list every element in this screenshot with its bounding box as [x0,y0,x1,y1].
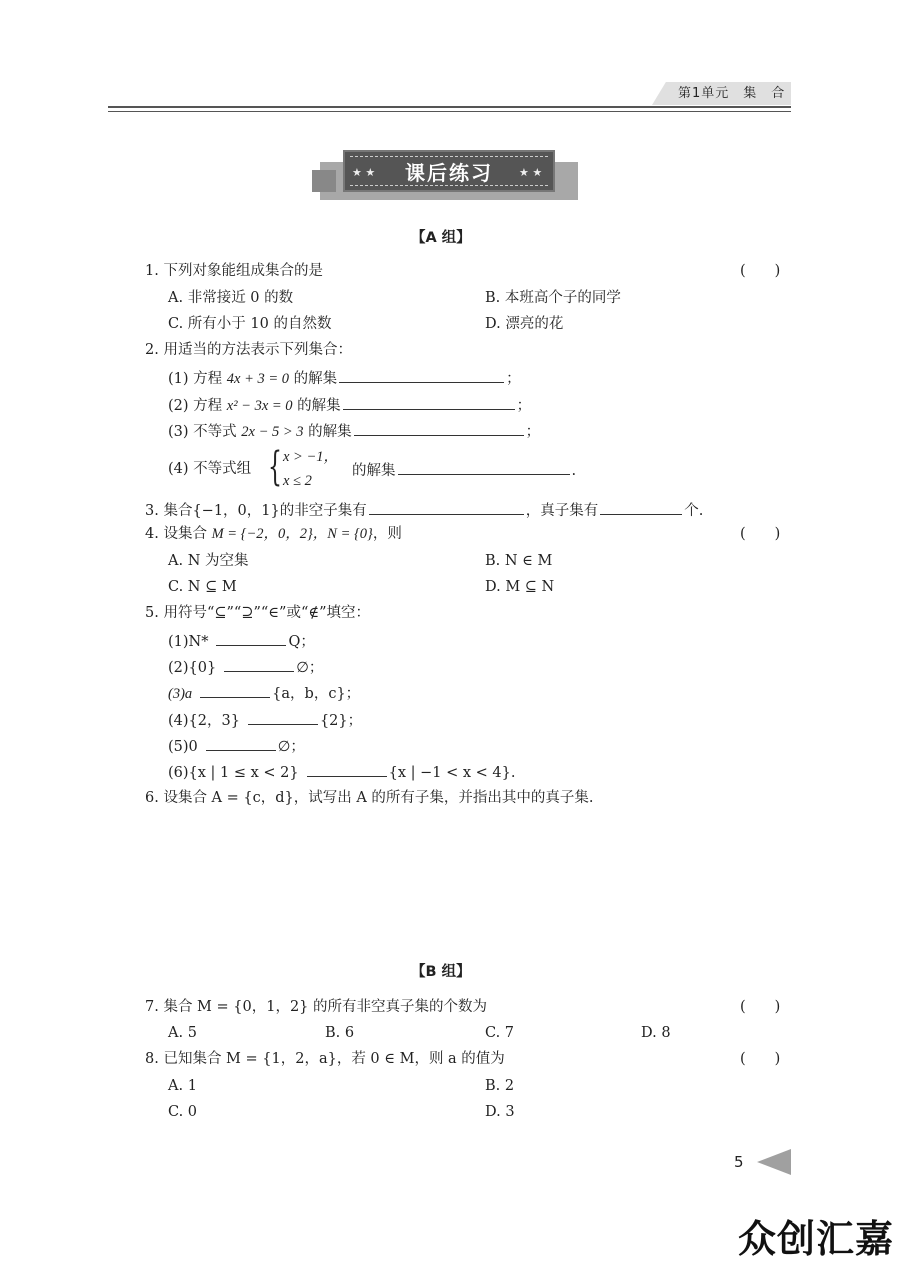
q3-prefix: 3. 集合{−1，0，1}的非空子集有 [145,503,367,519]
q4-option-c[interactable]: C. N ⊆ M [168,579,237,595]
header-rule-thick [108,106,791,108]
q2-part1-end: ； [506,371,521,387]
q7-answer-bracket[interactable]: ( ) [740,999,781,1015]
q7-option-b[interactable]: B. 6 [325,1025,355,1041]
q2-part1-equation: 4x + 3 = 0 [226,371,290,387]
q2-part4-prefix: (4) 不等式组 [168,461,252,477]
q3-blank-subsets[interactable] [369,500,524,515]
q2-part1-prefix: (1) 方程 [168,371,227,387]
q3-middle: ，真子集有 [525,503,599,519]
q3-end: 个. [684,503,704,519]
q4-answer-bracket[interactable]: ( ) [740,526,781,542]
q7-option-c[interactable]: C. 7 [485,1025,515,1041]
q5-item4-blank[interactable] [248,710,318,725]
q2-part4-suffix: 的解集 [352,463,396,479]
q4-stem-sets: M = {−2，0，2}，N = {0} [211,526,373,542]
group-b-heading: 【B 组】 [411,964,471,980]
q2-part4-blank[interactable] [398,460,570,475]
page-arrow-icon [757,1149,791,1175]
page-number: 5 [734,1153,744,1171]
q5-item4-right: {2}； [319,713,363,729]
star-icon-left: ★ ★ [352,166,376,179]
q2-part4-condition1: x > −1， [283,449,339,465]
q2-part2-blank[interactable] [343,395,515,410]
q2-part1 [168,368,521,388]
unit-header-label: 第1单元 集 合 [678,86,786,101]
q5-item1-blank[interactable] [216,631,286,646]
q2-part3-suffix: 的解集 [303,424,352,440]
q2-part4-condition2: x ≤ 2 [283,473,312,489]
q5-item5-left: (5)0 [168,739,198,755]
q5-item3-right: {a，b，c}； [272,686,361,702]
q5-item [168,683,360,703]
q2-part2-equation: x² − 3x = 0 [226,398,293,414]
q8-option-a[interactable]: A. 1 [168,1078,197,1094]
q2-part3-blank[interactable] [354,421,524,436]
q2-stem: 2. 用适当的方法表示下列集合： [145,342,352,358]
q5-item6-right: {x | −1 < x < 4}. [388,765,516,781]
q5-stem: 5. 用符号“⊆”“⊇”“∈”或“∉”填空： [145,605,371,621]
q2-part3-end: ； [525,424,541,440]
q1-option-b[interactable]: B. 本班高个子的同学 [485,290,621,306]
q2-part2-suffix: 的解集 [292,398,341,414]
q5-item3-left: (3)a [168,686,193,702]
star-icon-right: ★ ★ [519,166,543,179]
q4-option-a[interactable]: A. N 为空集 [168,553,249,569]
q8-stem: 8. 已知集合 M = {1，2，a}，若 0 ∈ M，则 a 的值为 [145,1051,505,1067]
page-title: 课后练习 [405,161,493,185]
q5-item [168,710,362,730]
q4-option-d[interactable]: D. M ⊆ N [485,579,555,595]
watermark: 众创汇嘉 [738,1217,895,1261]
q5-item6-left: (6){x | 1 ≤ x < 2} [168,765,299,781]
q5-item2-blank[interactable] [224,657,294,672]
header-rule-thin [108,111,791,112]
q4-stem [145,525,402,543]
q2-part2 [168,395,531,415]
q2-part3 [168,421,540,441]
q2-part2-prefix: (2) 方程 [168,398,227,414]
q2-part4-end: . [571,463,577,479]
q4-stem-prefix: 4. 设集合 [145,526,212,542]
q7-option-d[interactable]: D. 8 [641,1025,671,1041]
q5-item6-blank[interactable] [307,762,387,777]
q7-stem: 7. 集合 M = {0，1，2} 的所有非空真子集的个数为 [145,999,488,1015]
q2-part2-end: ； [516,398,532,414]
q1-answer-bracket[interactable]: ( ) [740,263,781,279]
q2-part3-inequality: 2x − 5 > 3 [241,424,304,440]
q2-part1-suffix: 的解集 [289,371,338,387]
q8-answer-bracket[interactable]: ( ) [740,1051,781,1067]
q5-item1-left: (1)N* [168,634,209,650]
q5-item1-right: Q； [288,634,315,650]
left-brace-icon: { [268,444,282,490]
q1-option-a[interactable]: A. 非常接近 0 的数 [168,290,294,306]
q5-item [168,736,305,756]
q6-stem: 6. 设集合 A = {c，d}，试写出 A 的所有子集，并指出其中的真子集. [145,790,594,806]
q5-item [168,657,323,677]
q8-option-c[interactable]: C. 0 [168,1104,198,1120]
q3-blank-count[interactable] [600,500,682,515]
q5-item5-right: ∅； [277,739,305,755]
q4-option-b[interactable]: B. N ∈ M [485,553,553,569]
q7-option-a[interactable]: A. 5 [168,1025,197,1041]
q5-item4-left: (4){2，3} [168,713,240,729]
q3 [145,500,703,520]
q2-part4 [352,460,576,480]
q8-option-d[interactable]: D. 3 [485,1104,515,1120]
q5-item [168,762,516,782]
q1-option-c[interactable]: C. 所有小于 10 的自然数 [168,316,332,332]
q1-stem: 1. 下列对象能组成集合的是 [145,263,323,279]
q2-part1-blank[interactable] [339,368,504,383]
q4-stem-suffix: ，则 [372,526,402,542]
group-a-heading: 【A 组】 [411,230,471,246]
q8-option-b[interactable]: B. 2 [485,1078,515,1094]
q1-option-d[interactable]: D. 漂亮的花 [485,316,564,332]
q5-item2-right: ∅； [296,660,324,676]
q5-item5-blank[interactable] [206,736,276,751]
q5-item3-blank[interactable] [200,683,270,698]
q5-item [168,631,315,651]
q5-item2-left: (2){0} [168,660,217,676]
q2-part3-prefix: (3) 不等式 [168,424,242,440]
